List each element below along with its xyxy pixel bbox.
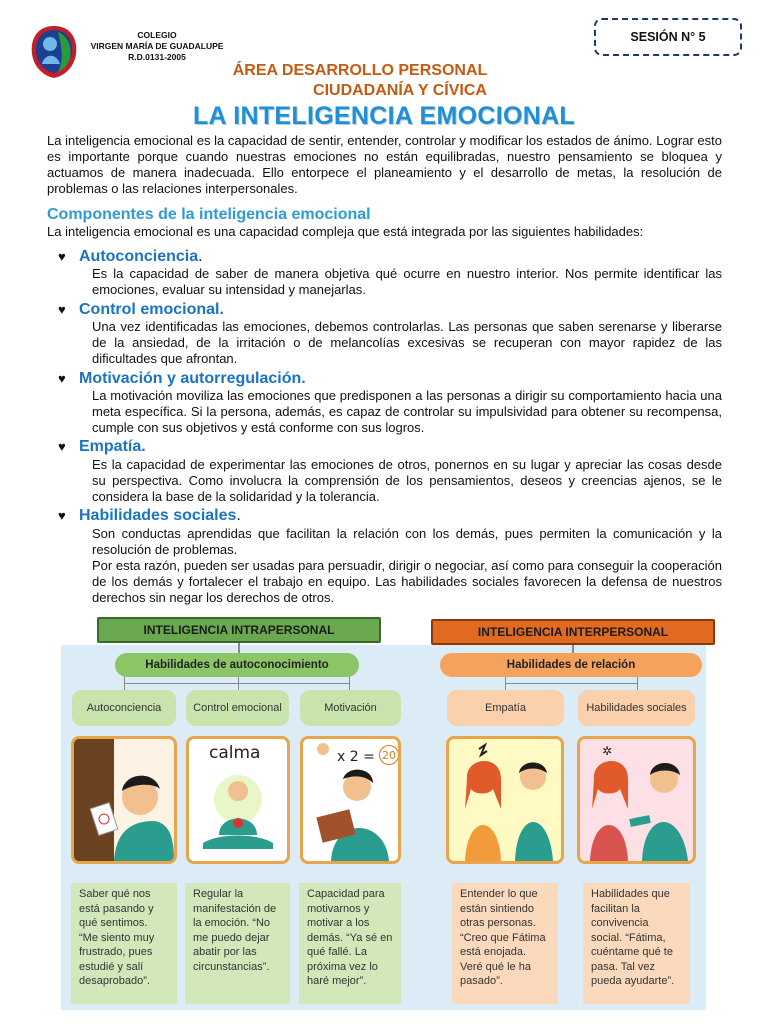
svg-text:✲: ✲ bbox=[602, 744, 613, 758]
heart-icon: ♥ bbox=[58, 302, 66, 317]
chip-control-emocional: Control emocional bbox=[186, 690, 289, 726]
components-lead: La inteligencia emocional es una capacidad compleja que está integrada por las siguientes habilidades: bbox=[47, 224, 644, 239]
note-autoconciencia: Saber qué nos está pasando y qué sentimos. “Me siento muy frustrado, pues estudié y salí desaprobado”. bbox=[71, 883, 177, 1004]
skill-desc-2: Por esta razón, pueden ser usadas para persuadir, dirigir o negociar, así como para conseguir la cooperación de los demás y fortalecer el trabajo en equipo. Las habilidades sociales favorecen la defensa de nuestros derechos sin negar los derechos de otros. bbox=[92, 558, 722, 605]
skill-title: Control emocional. bbox=[79, 301, 224, 318]
motivated-student-illustration bbox=[300, 736, 401, 864]
skill-desc: Es la capacidad de experimentar las emociones de otros, ponernos en su lugar y apreciar las cosas desde su perspectiva. Como involucra la comprensión de los pensamientos, deseos y creencias ajenos, se le considera la base de la solidaridad y la tolerancia. bbox=[92, 457, 722, 504]
skill-title: Autoconciencia bbox=[79, 248, 199, 265]
school-line-3: R.D.0131-2005 bbox=[128, 52, 186, 62]
chip-habilidades-sociales: Habilidades sociales bbox=[578, 690, 695, 726]
note-motivacion: Capacidad para motivarnos y motivar a los demás. “Ya sé en qué fallé. La próxima vez lo haré mejor”. bbox=[299, 883, 401, 1004]
page-title: LA INTELIGENCIA EMOCIONAL bbox=[192, 102, 576, 130]
note-habilidades-sociales: Habilidades que facilitan la convivencia social. “Fátima, cuéntame qué te pasa. Tal vez pueda ayudarte”. bbox=[583, 883, 690, 1004]
school-line-1: COLEGIO bbox=[137, 30, 177, 40]
skill-control-emocional bbox=[58, 301, 224, 319]
calma-label: calma bbox=[209, 743, 261, 763]
social-skills-illustration bbox=[577, 736, 696, 864]
math-expression: x 2 = bbox=[337, 749, 375, 765]
skill-motivacion bbox=[58, 370, 306, 388]
area-title-line-2: CIUDADANÍA Y CÍVICA bbox=[313, 82, 487, 99]
note-empatia: Entender lo que están sintiendo otras personas. “Creo que Fátima está enojada. Veré qué le ha pasado”. bbox=[452, 883, 558, 1004]
heart-icon: ♥ bbox=[58, 249, 66, 264]
math-result: 20 bbox=[379, 745, 399, 765]
chip-autoconciencia: Autoconciencia bbox=[72, 690, 176, 726]
heart-icon: ♥ bbox=[58, 439, 66, 454]
chip-motivacion: Motivación bbox=[300, 690, 401, 726]
skill-title: Habilidades sociales bbox=[79, 507, 237, 524]
skill-habilidades-sociales: ♥ Habilidades sociales. bbox=[58, 507, 241, 524]
heart-icon: ♥ bbox=[58, 508, 66, 523]
skill-title: Motivación y autorregulación. bbox=[79, 370, 306, 387]
intro-paragraph: La inteligencia emocional es la capacidad de sentir, entender, controlar y modificar los estados de ánimo. Lograr esto es importante porque cuando nuestras emociones no están equilibradas, nuestro pensamiento se bloquea y actuamos de manera inadecuada. Ello entorpece el planeamiento y el desarrollo de metas, la resolución de problemas o las relaciones interpersonales. bbox=[47, 133, 722, 196]
skill-desc: Es la capacidad de saber de manera objetiva qué ocurre en nuestro interior. Nos permite identificar las emociones, evaluar su intensidad y manejarlas. bbox=[92, 266, 722, 297]
skill-autoconciencia: ♥ Autoconciencia. bbox=[58, 248, 203, 265]
skill-empatia bbox=[58, 438, 146, 456]
calm-student-illustration bbox=[186, 736, 290, 864]
skill-desc: Una vez identificadas las emociones, debemos controlarlas. Las personas que saben serenarse y liberarse de la ansiedad, de la irritación o de melancolías excesivas se recuperan con mayor rapidez de las dificultades que afrontan. bbox=[92, 319, 722, 366]
school-line-2: VIRGEN MARÍA DE GUADALUPE bbox=[90, 41, 224, 51]
interpersonal-header: INTELIGENCIA INTERPERSONAL bbox=[431, 619, 715, 645]
heart-icon: ♥ bbox=[58, 371, 66, 386]
relacion-group: Habilidades de relación bbox=[440, 653, 702, 677]
chip-empatia: Empatía bbox=[447, 690, 564, 726]
skill-desc: Son conductas aprendidas que facilitan la relación con los demás, pues permiten la comunicación y la resolución de problemas. bbox=[92, 526, 722, 557]
area-title-line-1: ÁREA DESARROLLO PERSONAL bbox=[232, 62, 488, 79]
skill-title: Empatía. bbox=[79, 438, 146, 455]
intrapersonal-header: INTELIGENCIA INTRAPERSONAL bbox=[97, 617, 381, 643]
note-control-emocional: Regular la manifestación de la emoción. “No me puedo dejar abatir por las circunstancias”. bbox=[185, 883, 290, 1004]
frustrated-student-illustration bbox=[71, 736, 177, 864]
skill-desc: La motivación moviliza las emociones que predisponen a las personas a dirigir su comportamiento hacia una meta específica. Si la persona, además, es capaz de controlar su impulsividad para obtener su recompensa, cumple con sus objetivos y está conforme con sus logros. bbox=[92, 388, 722, 435]
empathy-illustration bbox=[446, 736, 564, 864]
school-logo bbox=[28, 24, 80, 80]
school-name bbox=[82, 30, 232, 63]
session-badge: SESIÓN N° 5 bbox=[594, 18, 742, 56]
autoconocimiento-group: Habilidades de autoconocimiento bbox=[115, 653, 359, 677]
components-heading: Componentes de la inteligencia emocional bbox=[47, 206, 371, 223]
